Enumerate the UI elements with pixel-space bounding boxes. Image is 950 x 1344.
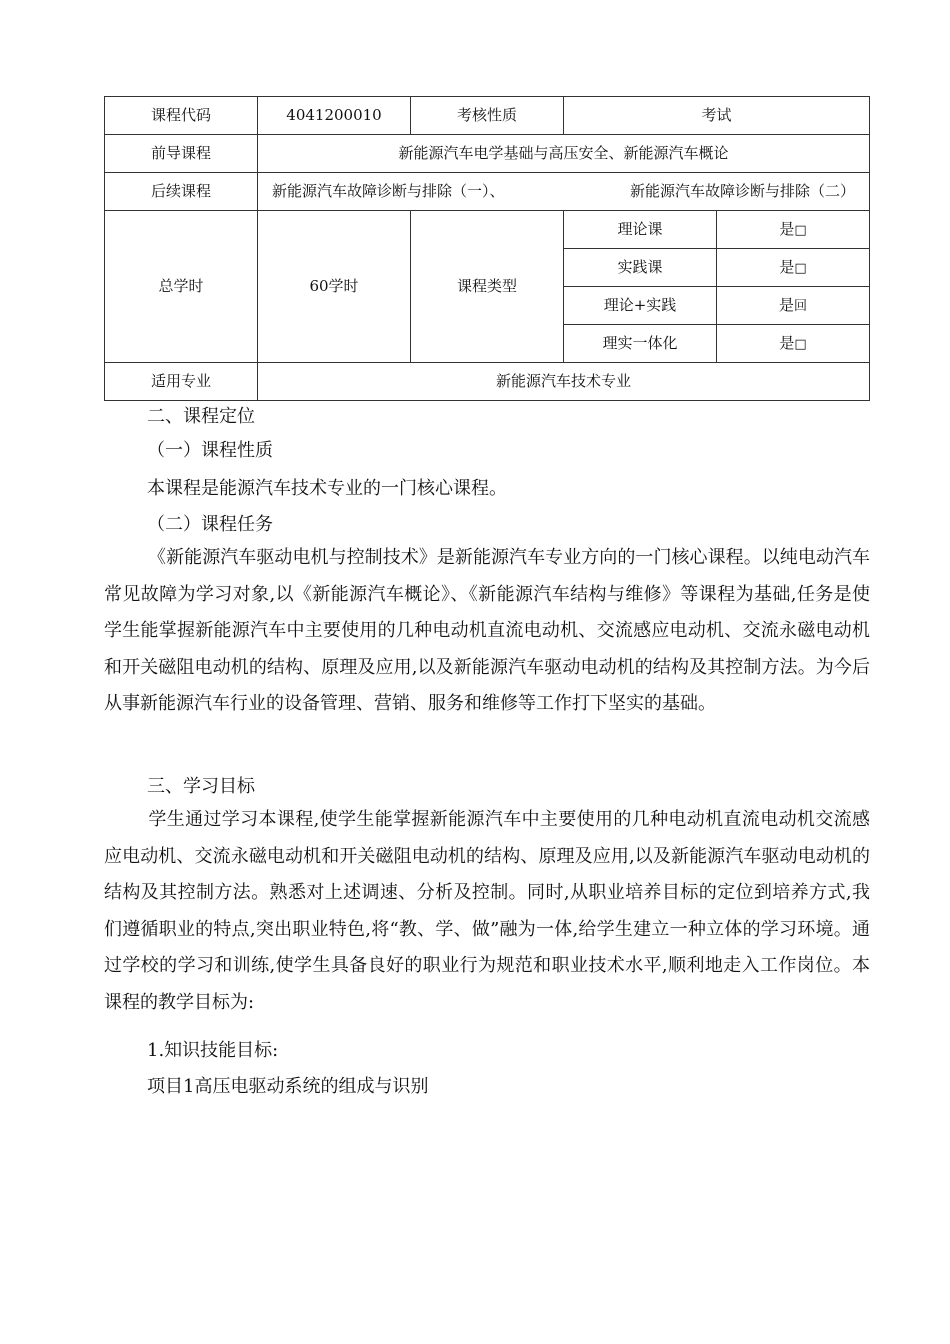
section-3-heading: 三、学习目标 (147, 776, 255, 797)
type-value-text: 是 (779, 219, 795, 238)
table-row (105, 97, 870, 135)
assessment-value: 考试 (564, 97, 870, 135)
type-value-text: 是 (779, 333, 795, 352)
total-hours-value: 60学时 (258, 211, 411, 363)
type-name: 理论课 (564, 211, 717, 249)
type-name: 理论+实践 (564, 287, 717, 325)
followup-value (258, 173, 870, 211)
followup-label: 后续课程 (105, 173, 258, 211)
total-hours-label: 总学时 (105, 211, 258, 363)
course-code-label: 课程代码 (105, 97, 258, 135)
checkbox-icon: □ (794, 336, 807, 352)
type-value (717, 325, 870, 363)
followup-course-2: 新能源汽车故障诊断与排除（二） (630, 181, 856, 200)
type-value-text: 是 (778, 295, 794, 314)
checked-box-icon: 回 (794, 298, 808, 314)
section-3-body (104, 802, 870, 1021)
prereq-label: 前导课程 (105, 135, 258, 173)
section-2-2-body (104, 540, 870, 723)
course-code-value: 4041200010 (258, 97, 411, 135)
table-row (105, 363, 870, 401)
table-row (105, 135, 870, 173)
section-2-heading: 二、课程定位 (147, 406, 255, 427)
course-type-label: 课程类型 (411, 211, 564, 363)
section-3-text: 学生通过学习本课程,使学生能掌握新能源汽车中主要使用的几种电动机直流电动机交流感应电动机、交流永磁电动机和开关磁阻电动机的结构、原理及应用,以及新能源汽车驱动电动机的结构及其控制方法。熟悉对上述调速、分析及控制。同时,从职业培养目标的定位到培养方式,我们遵循职业的特点,突出职业特色,将“教、学、做”融为一体,给学生建立一种立体的学习环境。通过学校的学习和训练,使学生具备良好的职业行为规范和职业技术水平,顺利地走入工作岗位。本课程的教学目标为: (104, 809, 870, 1013)
project-1-title: 项目1高压电驱动系统的组成与识别 (147, 1076, 429, 1097)
section-2-2-heading: （二）课程任务 (147, 514, 273, 535)
course-info-table (104, 96, 870, 401)
type-name: 理实一体化 (564, 325, 717, 363)
section-2-2-text: 《新能源汽车驱动电机与控制技术》是新能源汽车专业方向的一门核心课程。以纯电动汽车常见故障为学习对象,以《新能源汽车概论》、《新能源汽车结构与维修》等课程为基础,任务是使学生能掌握新能源汽车中主要使用的几种电动机直流电动机、交流感应电动机、交流永磁电动机和开关磁阻电动机的结构、原理及应用,以及新能源汽车驱动电动机的结构及其控制方法。为今后从事新能源汽车行业的设备管理、营销、服务和维修等工作打下坚实的基础。 (104, 547, 870, 714)
section-2-1-text: 本课程是能源汽车技术专业的一门核心课程。 (147, 478, 507, 499)
type-value (717, 287, 870, 325)
goal-1-heading: 1.知识技能目标: (147, 1040, 279, 1061)
checkbox-icon: □ (794, 260, 807, 276)
type-name: 实践课 (564, 249, 717, 287)
followup-course-1: 新能源汽车故障诊断与排除（一）、 (272, 182, 505, 200)
assessment-label: 考核性质 (411, 97, 564, 135)
section-2-1-heading: （一）课程性质 (147, 440, 273, 461)
table-row (105, 211, 870, 249)
major-label: 适用专业 (105, 363, 258, 401)
major-value: 新能源汽车技术专业 (258, 363, 870, 401)
type-value (717, 249, 870, 287)
table-row (105, 173, 870, 211)
type-value (717, 211, 870, 249)
type-value-text: 是 (779, 257, 795, 276)
prereq-value: 新能源汽车电学基础与高压安全、新能源汽车概论 (258, 135, 870, 173)
checkbox-icon: □ (794, 222, 807, 238)
